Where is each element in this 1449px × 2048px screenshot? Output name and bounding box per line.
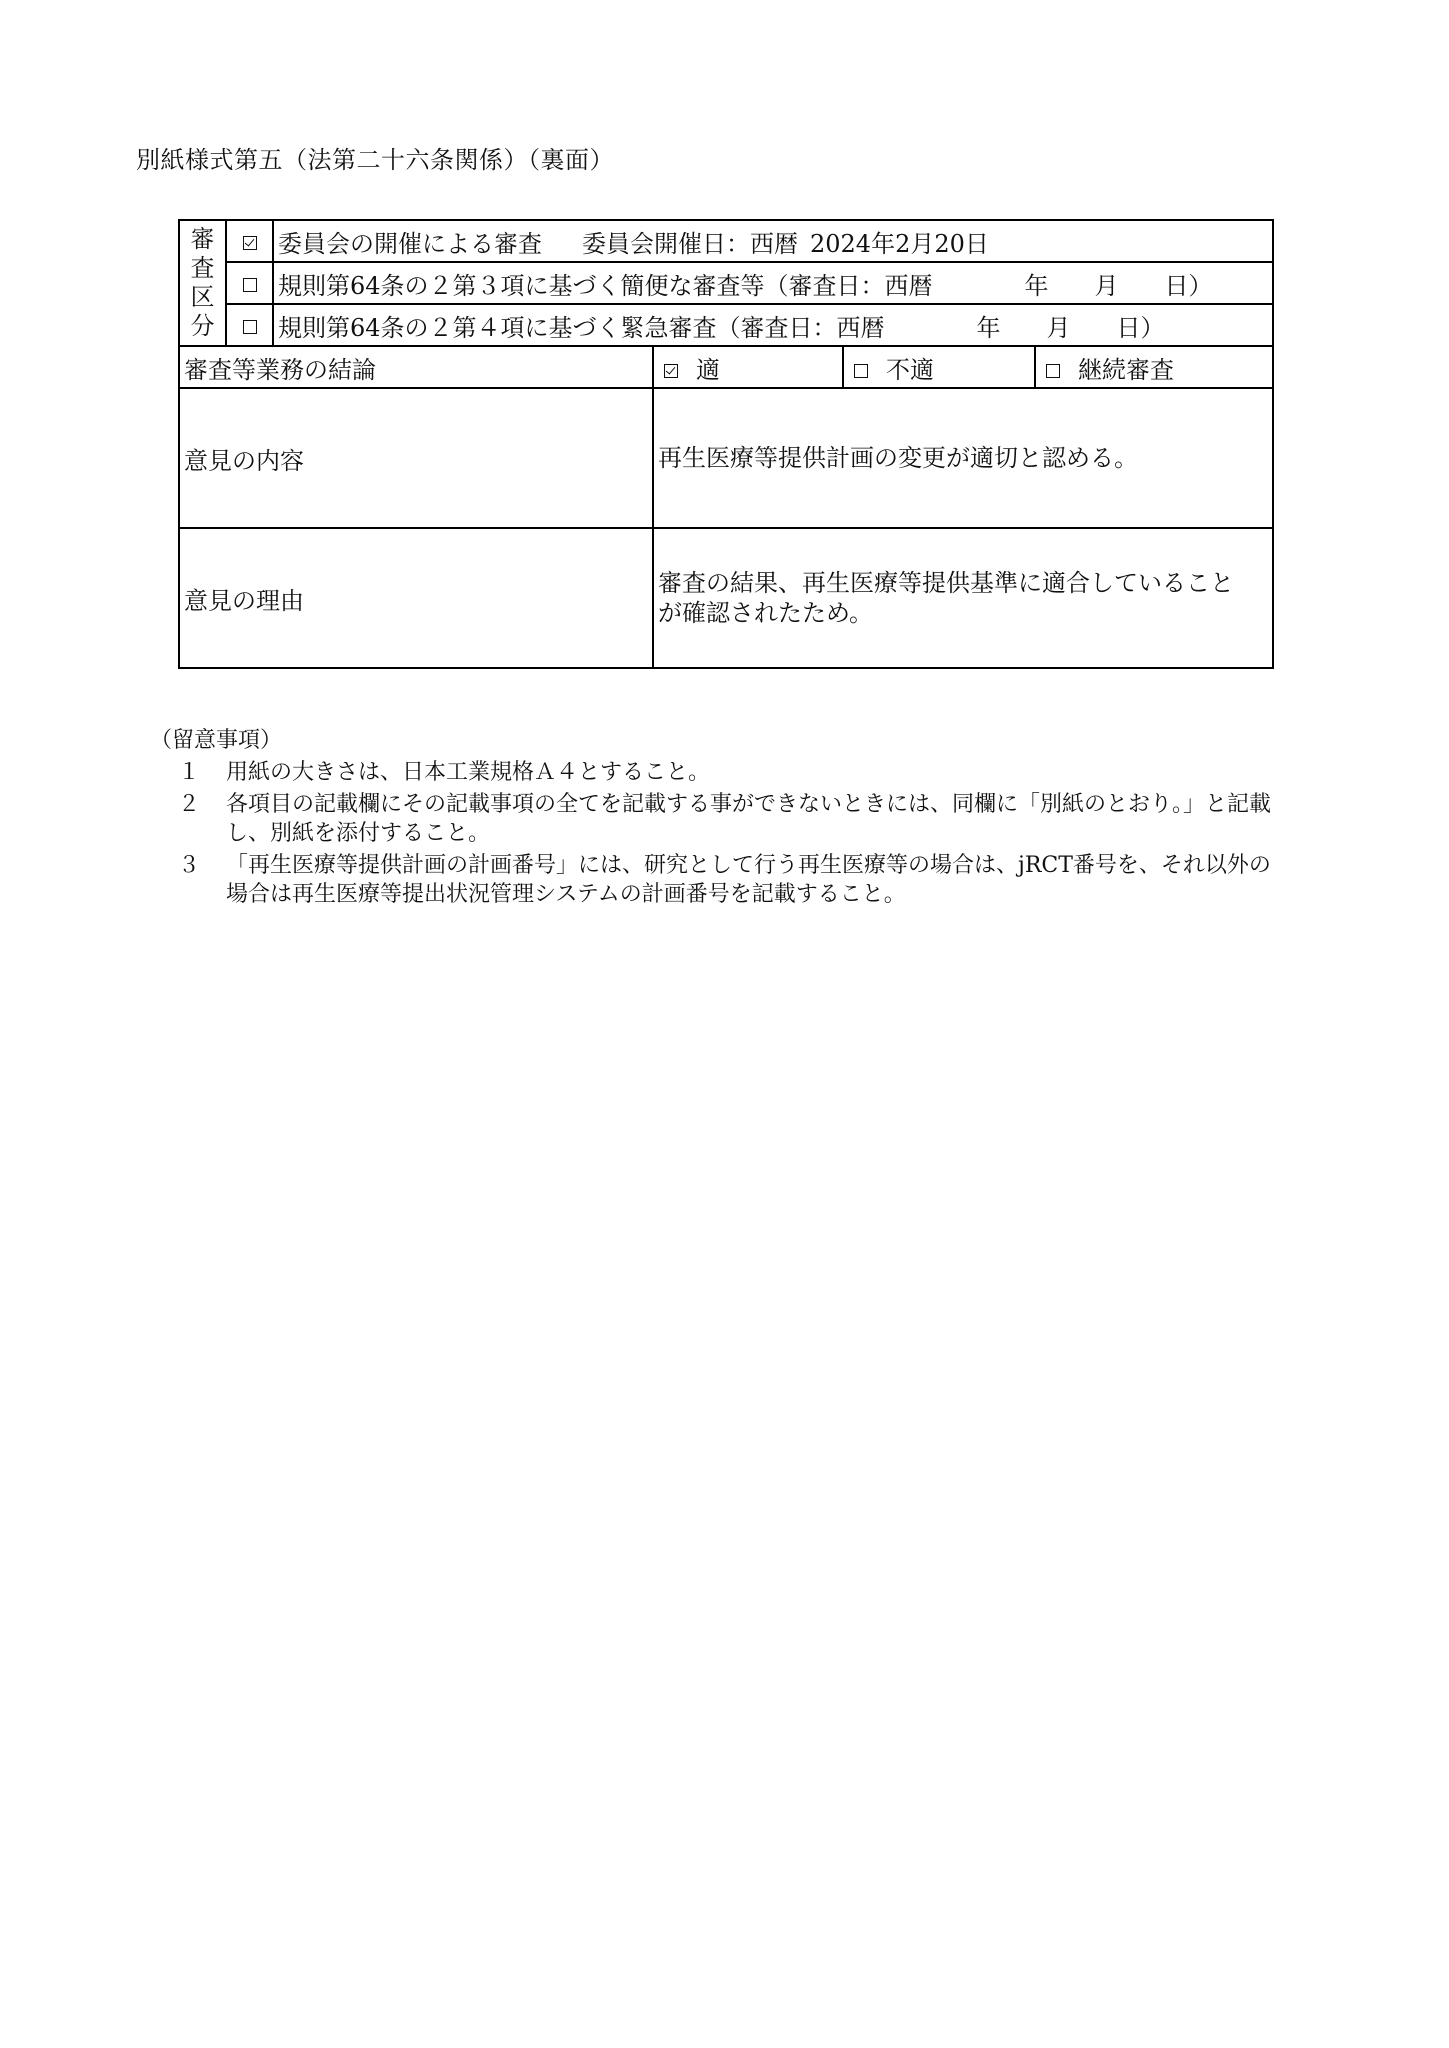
opinion-reason-value: 審査の結果、再生医療等提供基準に適合していることが確認されたため。 (653, 528, 1273, 668)
note-number: １ (177, 760, 200, 785)
notes-heading: （留意事項） (150, 728, 283, 753)
continue-review-label: 継続審査 (1078, 355, 1174, 384)
note-number: ２ (177, 792, 200, 817)
page-title: 別紙様式第五（法第二十六条関係）（裏面） (136, 146, 614, 174)
urgent-review-label: 規則第64条の２第４項に基づく緊急審査（審査日：西暦 (278, 313, 885, 342)
opinion-reason-label: 意見の理由 (179, 528, 653, 668)
note-item (150, 758, 1280, 787)
committee-review-checkbox[interactable] (243, 236, 257, 250)
opinion-content-value: 再生医療等提供計画の変更が適切と認める。 (653, 388, 1273, 528)
committee-date-value: 2024年2月20日 (810, 229, 989, 258)
simple-review-day: 日） (1164, 271, 1213, 300)
conclusion-appropriate-option[interactable] (653, 346, 843, 388)
note-text: 用紙の大きさは、日本工業規格Ａ４とすること。 (226, 760, 711, 785)
urgent-review-day: 日） (1116, 313, 1165, 342)
committee-review-option (273, 220, 1273, 262)
note-text: 各項目の記載欄にその記載事項の全てを記載する事ができないときには、同欄に「別紙のとおり。」と記載し、別紙を添付すること。 (226, 792, 1272, 846)
conclusion-inappropriate-option[interactable] (843, 346, 1035, 388)
inappropriate-label: 不適 (886, 355, 934, 384)
urgent-review-year: 年 (976, 313, 1001, 342)
urgent-review-option (273, 304, 1273, 346)
simple-review-checkbox[interactable] (243, 278, 257, 292)
simple-review-year: 年 (1024, 271, 1049, 300)
simple-review-checkbox-cell[interactable] (226, 262, 273, 304)
opinion-reason-row (179, 528, 1273, 668)
review-form-table (178, 219, 1274, 669)
conclusion-continue-option[interactable] (1035, 346, 1273, 388)
simple-review-label: 規則第64条の２第３項に基づく簡便な審査等（審査日：西暦 (278, 271, 933, 300)
urgent-review-checkbox[interactable] (243, 320, 257, 334)
note-item (150, 851, 1280, 909)
review-category-label: 審 査 区 分 (179, 220, 226, 346)
appropriate-label: 適 (696, 355, 720, 384)
committee-review-checkbox-cell[interactable] (226, 220, 273, 262)
conclusion-label: 審査等業務の結論 (179, 346, 653, 388)
note-text: 「再生医療等提供計画の計画番号」には、研究として行う再生医療等の場合は、jRCT番号を、それ以外の場合は再生医療等提出状況管理システムの計画番号を記載すること。 (226, 853, 1271, 907)
review-option-row-1 (179, 220, 1273, 262)
urgent-review-checkbox-cell[interactable] (226, 304, 273, 346)
inappropriate-checkbox[interactable] (854, 364, 868, 378)
continue-review-checkbox[interactable] (1046, 364, 1060, 378)
notes-section (150, 726, 1280, 909)
conclusion-row (179, 346, 1273, 388)
note-item (150, 790, 1280, 848)
simple-review-month: 月 (1094, 271, 1119, 300)
review-option-row-2 (179, 262, 1273, 304)
review-option-row-3 (179, 304, 1273, 346)
opinion-content-row (179, 388, 1273, 528)
committee-review-label: 委員会の開催による審査 (278, 229, 542, 258)
simple-review-option (273, 262, 1273, 304)
urgent-review-month: 月 (1046, 313, 1071, 342)
opinion-content-label: 意見の内容 (179, 388, 653, 528)
note-number: ３ (177, 853, 200, 878)
committee-date-label: 委員会開催日：西暦 (582, 229, 798, 258)
appropriate-checkbox[interactable] (664, 364, 678, 378)
